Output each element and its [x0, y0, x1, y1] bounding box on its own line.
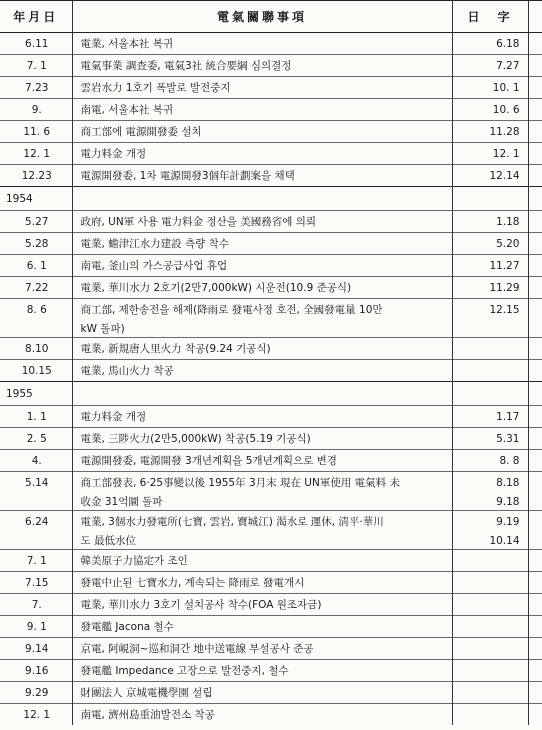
event-cell: 電業, 蟾津江水力建設 측량 착수 — [72, 233, 452, 255]
date-cell: 9. 1 — [0, 616, 72, 638]
edge-cell — [528, 594, 542, 616]
event-cell: 政府, UN軍 사용 電力料金 정산을 美國務省에 의뢰 — [72, 211, 452, 233]
table-row — [0, 550, 542, 572]
event-cell: 電業, 新規唐人里火力 착공(9.24 기공식) — [72, 338, 452, 360]
ref-date-cell: 6.18 — [452, 33, 528, 55]
event-cell: 南電, 서울本社 복귀 — [72, 99, 452, 121]
event-cell: 南電, 釜山의 가스공급사업 휴업 — [72, 255, 452, 277]
edge-cell — [528, 165, 542, 187]
edge-cell — [528, 55, 542, 77]
event-cell: 韓美原子力協定가 조인 — [72, 550, 452, 572]
table-row — [0, 511, 542, 533]
event-cell: 電業, 馬山火力 착공 — [72, 360, 452, 382]
table-row — [0, 121, 542, 143]
table-row — [0, 704, 542, 726]
header-date: 年月日 — [0, 1, 72, 33]
edge-cell — [528, 299, 542, 321]
date-cell: 1954 — [0, 187, 72, 211]
edge-cell — [528, 121, 542, 143]
event-cell: 電源開發委, 1차 電源開發3個年計劃案을 채택 — [72, 165, 452, 187]
ref-date-cell — [452, 550, 528, 572]
event-cell: 商工部, 제한송전을 해제(降雨로 發電사정 호전, 全國發電量 10만 — [72, 299, 452, 321]
table-row — [0, 360, 542, 382]
ref-date-cell: 10.14 — [452, 532, 528, 550]
table-header-row — [0, 1, 542, 33]
table-row — [0, 143, 542, 165]
table-row — [0, 660, 542, 682]
continuation-row — [0, 493, 542, 511]
ref-date-cell — [452, 360, 528, 382]
edge-cell — [528, 99, 542, 121]
ref-date-cell: 12.14 — [452, 165, 528, 187]
table-row — [0, 428, 542, 450]
event-cell — [72, 187, 452, 211]
ref-date-cell: 11.28 — [452, 121, 528, 143]
table-row — [0, 638, 542, 660]
ref-date-cell — [452, 382, 528, 406]
edge-cell — [528, 682, 542, 704]
date-cell: 5.28 — [0, 233, 72, 255]
ref-date-cell: 11.29 — [452, 277, 528, 299]
table-row — [0, 99, 542, 121]
edge-cell — [528, 616, 542, 638]
event-cell: 南電, 濟州島重油발전소 착공 — [72, 704, 452, 726]
edge-cell — [528, 143, 542, 165]
ref-date-cell: 8.18 — [452, 472, 528, 494]
date-cell — [0, 532, 72, 550]
edge-cell — [528, 382, 542, 406]
event-cell: 電業, 華川水力 3호기 설치공사 착수(FOA 원조자금) — [72, 594, 452, 616]
date-cell: 9.16 — [0, 660, 72, 682]
ref-date-cell — [452, 187, 528, 211]
edge-cell — [528, 550, 542, 572]
event-cell: 電力料金 개정 — [72, 406, 452, 428]
date-cell — [0, 493, 72, 511]
ref-date-cell — [452, 660, 528, 682]
ref-date-cell — [452, 616, 528, 638]
event-cell: 發電艦 Jacona 철수 — [72, 616, 452, 638]
date-cell: 12. 1 — [0, 143, 72, 165]
edge-cell — [528, 338, 542, 360]
edge-cell — [528, 638, 542, 660]
ref-date-cell: 7.27 — [452, 55, 528, 77]
edge-cell — [528, 493, 542, 511]
date-cell: 9. — [0, 99, 72, 121]
edge-cell — [528, 450, 542, 472]
event-cell: kW 돌파) — [72, 320, 452, 338]
event-cell — [72, 382, 452, 406]
edge-cell — [528, 704, 542, 726]
edge-cell — [528, 360, 542, 382]
ref-date-cell — [452, 594, 528, 616]
table-row — [0, 472, 542, 494]
date-cell: 4. — [0, 450, 72, 472]
ref-date-cell: 12.15 — [452, 299, 528, 321]
event-cell: 雲岩水力 1호기 폭발로 발전중지 — [72, 77, 452, 99]
edge-cell — [528, 406, 542, 428]
ref-date-cell: 1.18 — [452, 211, 528, 233]
date-cell: 12.23 — [0, 165, 72, 187]
date-cell — [0, 320, 72, 338]
continuation-row — [0, 320, 542, 338]
event-cell: 電業, 서울本社 복귀 — [72, 33, 452, 55]
table-body — [0, 33, 542, 726]
table-row — [0, 277, 542, 299]
date-cell: 7.23 — [0, 77, 72, 99]
ref-date-cell: 9.18 — [452, 493, 528, 511]
table-row — [0, 33, 542, 55]
table-row — [0, 299, 542, 321]
date-cell: 6.11 — [0, 33, 72, 55]
table-row — [0, 338, 542, 360]
ref-date-cell — [452, 682, 528, 704]
edge-cell — [528, 233, 542, 255]
header-ref: 日 字 — [452, 1, 528, 33]
edge-cell — [528, 277, 542, 299]
table-row — [0, 594, 542, 616]
continuation-row — [0, 532, 542, 550]
date-cell: 2. 5 — [0, 428, 72, 450]
ref-date-cell: 5.31 — [452, 428, 528, 450]
ref-date-cell: 10. 1 — [452, 77, 528, 99]
ref-date-cell — [452, 338, 528, 360]
ref-date-cell: 1.17 — [452, 406, 528, 428]
event-cell: 도 最低水位 — [72, 532, 452, 550]
edge-cell — [528, 660, 542, 682]
date-cell: 8.10 — [0, 338, 72, 360]
date-cell: 1. 1 — [0, 406, 72, 428]
edge-cell — [528, 77, 542, 99]
date-cell: 6. 1 — [0, 255, 72, 277]
table-row — [0, 406, 542, 428]
ref-date-cell: 9.19 — [452, 511, 528, 533]
table-row — [0, 165, 542, 187]
date-cell: 9.29 — [0, 682, 72, 704]
table-row — [0, 450, 542, 472]
year-row — [0, 382, 542, 406]
date-cell: 5.27 — [0, 211, 72, 233]
event-cell: 京電, 阿峴洞~巡和洞간 地中送電線 부설공사 준공 — [72, 638, 452, 660]
event-cell: 電業, 華川水力 2호기(2만7,000kW) 시운전(10.9 준공식) — [72, 277, 452, 299]
date-cell: 9.14 — [0, 638, 72, 660]
event-cell: 電力料金 개정 — [72, 143, 452, 165]
table-row — [0, 682, 542, 704]
year-row — [0, 187, 542, 211]
ref-date-cell: 8. 8 — [452, 450, 528, 472]
event-cell: 收金 31억圜 돌파 — [72, 493, 452, 511]
ref-date-cell — [452, 638, 528, 660]
ref-date-cell — [452, 320, 528, 338]
date-cell: 7. 1 — [0, 550, 72, 572]
edge-cell — [528, 472, 542, 494]
ref-date-cell: 5.20 — [452, 233, 528, 255]
event-cell: 發電艦 Impedance 고장으로 발전중지, 철수 — [72, 660, 452, 682]
date-cell: 11. 6 — [0, 121, 72, 143]
event-cell: 發電中止된 七寶水力, 계속되는 降雨로 發電개시 — [72, 572, 452, 594]
edge-cell — [528, 428, 542, 450]
date-cell: 7.22 — [0, 277, 72, 299]
header-event: 電氣關聯事項 — [72, 1, 452, 33]
edge-cell — [528, 572, 542, 594]
date-cell: 1955 — [0, 382, 72, 406]
date-cell: 6.24 — [0, 511, 72, 533]
date-cell: 8. 6 — [0, 299, 72, 321]
table-row — [0, 255, 542, 277]
event-cell: 商工部發表, 6·25事變以後 1955年 3月末 現在 UN軍使用 電氣料 未 — [72, 472, 452, 494]
header-edge-column — [528, 1, 542, 33]
table-row — [0, 211, 542, 233]
edge-cell — [528, 320, 542, 338]
date-cell: 10.15 — [0, 360, 72, 382]
date-cell: 7. 1 — [0, 55, 72, 77]
edge-cell — [528, 255, 542, 277]
event-cell: 電業, 三陟火力(2만5,000kW) 착공(5.19 기공식) — [72, 428, 452, 450]
ref-date-cell: 12. 1 — [452, 143, 528, 165]
table-row — [0, 77, 542, 99]
ref-date-cell: 11.27 — [452, 255, 528, 277]
event-cell: 電業, 3個水力發電所(七寶, 雲岩, 寶城江) 渴水로 運休, 淸平·華川 — [72, 511, 452, 533]
ref-date-cell — [452, 572, 528, 594]
event-cell: 財團法人 京城電機學園 설립 — [72, 682, 452, 704]
edge-cell — [528, 187, 542, 211]
event-cell: 電源開發委, 電源開發 3개년계획을 5개년계획으로 변경 — [72, 450, 452, 472]
event-cell: 電氣事業 調查委, 電氣3社 統合要綱 심의결정 — [72, 55, 452, 77]
date-cell: 7.15 — [0, 572, 72, 594]
table-row — [0, 616, 542, 638]
ref-date-cell: 10. 6 — [452, 99, 528, 121]
edge-cell — [528, 211, 542, 233]
event-cell: 商工部에 電源開發委 설치 — [72, 121, 452, 143]
edge-cell — [528, 511, 542, 533]
date-cell: 12. 1 — [0, 704, 72, 726]
ref-date-cell — [452, 704, 528, 726]
date-cell: 7. — [0, 594, 72, 616]
table-row — [0, 55, 542, 77]
table-row — [0, 233, 542, 255]
date-cell: 5.14 — [0, 472, 72, 494]
edge-cell — [528, 532, 542, 550]
edge-cell — [528, 33, 542, 55]
table-row — [0, 572, 542, 594]
